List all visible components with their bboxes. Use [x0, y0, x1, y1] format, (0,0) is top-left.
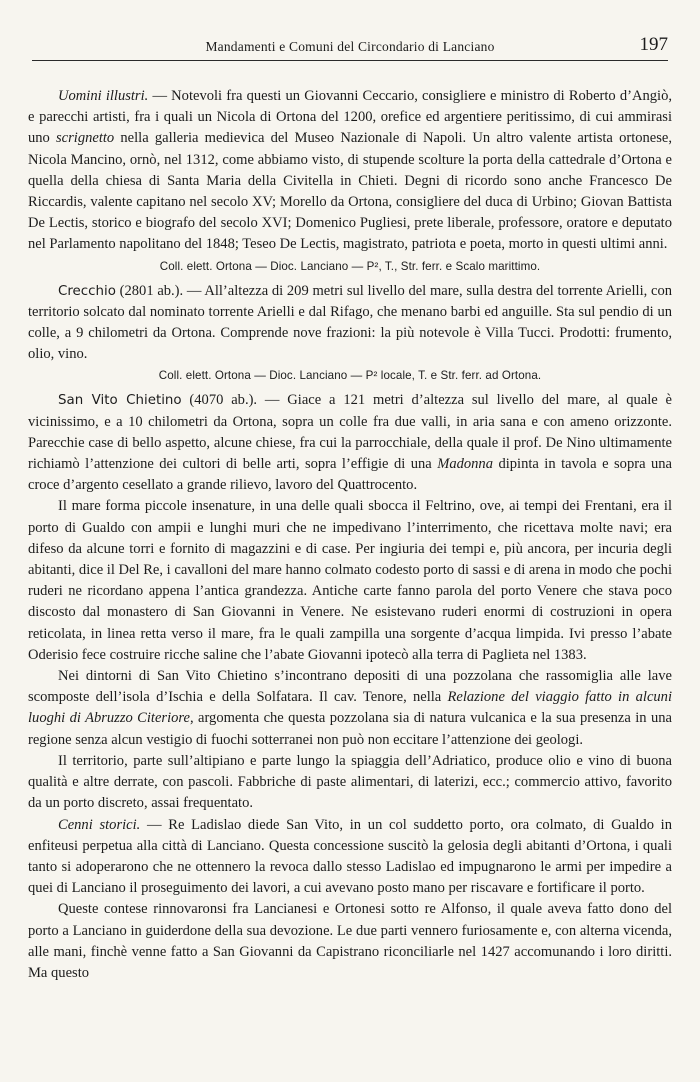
paragraph-san-vito-territorio: Il territorio, parte sull’altipiano e parte lungo la spiaggia dell’Adriatico, produce olio e vino di buona qualità e altre derrate, con pascoli. Fabbriche di paste alimentari, di laterizi, ecc.; commercio attivo, favorito da un porto discreto, assai frequentato.	[28, 752, 672, 812]
paragraph-text: (2801 ab.). — All’altezza di 209 metri sul livello del mare, sulla destra del torrente Arielli, con territorio solcato dal nominato torrente Arielli e dal Rifago, che menano barbi ed anguille. Sta sul pendio di un colle, a 9 chilometri da Ortona. Comprende nove frazioni: la più notevole è Villa Tucci. Prodotti: frumento, olio, vino.	[28, 282, 672, 363]
paragraph-text: nella galleria medievica del Museo Nazionale di Napoli. Un altro valente artista ortonese, Nicola Mancino, ornò, nel 1312, come abbiamo visto, di stupende scolture la porta della cattedrale d’Ortona e quella della chiesa di Santa Maria della Civitella in Chieti. Degni di ricordo sono anche Francesco De Riccardis, valente capitano nel secolo XV; Morello da Ortona, consigliere del duca di Urbino; Giovan Battista De Lectis, storico e biografo del secolo XVI; Domenico Pugliesi, prete liberale, professore, oratore e deputato nel Parlamento napolitano del 1848; Teseo De Lectis, magistrato, patriota e poeta, morto in questi ultimi anni.	[28, 130, 672, 253]
paragraph-cenni-storici	[28, 815, 672, 900]
page-body	[28, 86, 672, 984]
paragraph-contese: Queste contese rinnovaronsi fra Lancianesi e Ortonesi sotto re Alfonso, il quale aveva fatto dono del porto a Lanciano in guiderdone della sua devozione. Le due parti vennero furiosamente e, con alterna vicenda, alle mani, finchè venne fatto a San Giovanni da Capistrano riconciliarle nel 1427 accomunando i loro diritti. Ma questo	[28, 901, 672, 981]
section-lead-uomini-illustri: Uomini illustri.	[58, 88, 149, 104]
paragraph-san-vito	[28, 390, 672, 496]
town-name-crecchio: Crecchio	[58, 283, 116, 299]
page-number: 197	[639, 34, 668, 55]
running-header	[32, 36, 668, 61]
paragraph-text: — Notevoli fra questi un Giovanni Ceccario, consigliere e ministro di Roberto d’Angiò, e parecchi artisti, fra i quali un Nicola di Ortona del 1200, orefice ed argentiere peritissimo, di cui ammirasi uno	[28, 88, 672, 147]
italic-term: Madonna	[437, 456, 493, 473]
header-title: Mandamenti e Comuni del Circondario di Lanciano	[205, 39, 495, 54]
section-lead-cenni-storici: Cenni storici.	[58, 816, 141, 833]
paragraph-text: Nei dintorni di San Vito Chietino s’incontrano depositi di una pozzolana che rassomiglia alle lave scomposte dell’isola d’Ischia e della Solfatara. Il cav. Tenore, nella	[28, 668, 672, 706]
paragraph-san-vito-mare: Il mare forma piccole insenature, in una delle quali sbocca il Feltrino, ove, ai tempi dei Frentani, era il porto di Gualdo con ampii e lunghi muri che ne impedivano l’interrimento, che ricettava molte navi; era difeso da alcune torri e fornito di magazzini e di case. Per ingiuria dei tempi e, più ancora, per incuria degli abitanti, dice il Del Re, i cavalloni del mare hanno colmato codesto porto di sassi e di arena in modo che pochi ruderi ne ricordano appena l’antica grandezza. Antiche carte fanno parola del porto Venere che stava poco discosto dal monastero di San Giovanni in Venere. Ne esistevano ruderi enormi di costruzioni in opera reticolata, in linea retta verso il mare, fra le quali zampilla una sorgente d’acqua limpida. Ivi presso l’abate Oderisio fece costruire ricche saline che l’abate Giovanni ipotecò alla terra di Paglieta nel 1383.	[28, 498, 672, 663]
town-name-san-vito: San Vito Chietino	[58, 393, 182, 409]
paragraph-text: — Re Ladislao diede San Vito, in un col suddetto porto, ora colmato, di Gualdo in enfiteusi perpetua alla città di Lanciano. Questa concessione suscitò la gelosia degli abitanti d’Ortona, i quali tanto si adoperarono che ne ottennero la revoca dallo stesso Ladislao ed impugnarono le armi per impedire a quei di Lanciano il proseguimento dei lavori, a cui avevano posto mano per riscavare e fortificare il porto.	[28, 816, 672, 897]
admin-note-crecchio: Coll. elett. Ortona — Dioc. Lanciano — P² locale, T. e Str. ferr. ad Ortona.	[158, 369, 542, 383]
paragraph-san-vito-dintorni	[28, 666, 672, 751]
paragraph-uomini-illustri	[28, 86, 672, 256]
paragraph-text: dipinta in tavola e sopra una croce d’argento cesellato a grande rilievo, lavoro del Quattrocento.	[28, 456, 672, 494]
italic-term: scrignetto	[56, 130, 115, 147]
paragraph-text: , argomenta che questa pozzolana sia di natura vulcanica e la sua presenza in una regione senza alcun vestigio di fuochi sotterranei non può non eccitare l’attenzione dei geologi.	[28, 710, 672, 748]
paragraph-crecchio	[28, 281, 672, 366]
paragraph-text: (4070 ab.). — Giace a 121 metri d’altezza sul livello del mare, al quale è vicinissimo, e a 10 chilometri da Ortona, sopra un colle fra due valli, in aria sana e con ameno orizzonte. Parecchie case di bello aspetto, alcune chiese, fra cui la parrocchiale, della quale il prof. De Nino ultimamente richiamò l’attenzione dei cultori di belle arti, sopra l’effigie di una	[28, 392, 672, 473]
admin-note-ortona: Coll. elett. Ortona — Dioc. Lanciano — P², T., Str. ferr. e Scalo marittimo.	[159, 259, 541, 273]
italic-title: Relazione del viaggio fatto in alcuni luoghi di Abruzzo Citeriore	[28, 689, 672, 727]
